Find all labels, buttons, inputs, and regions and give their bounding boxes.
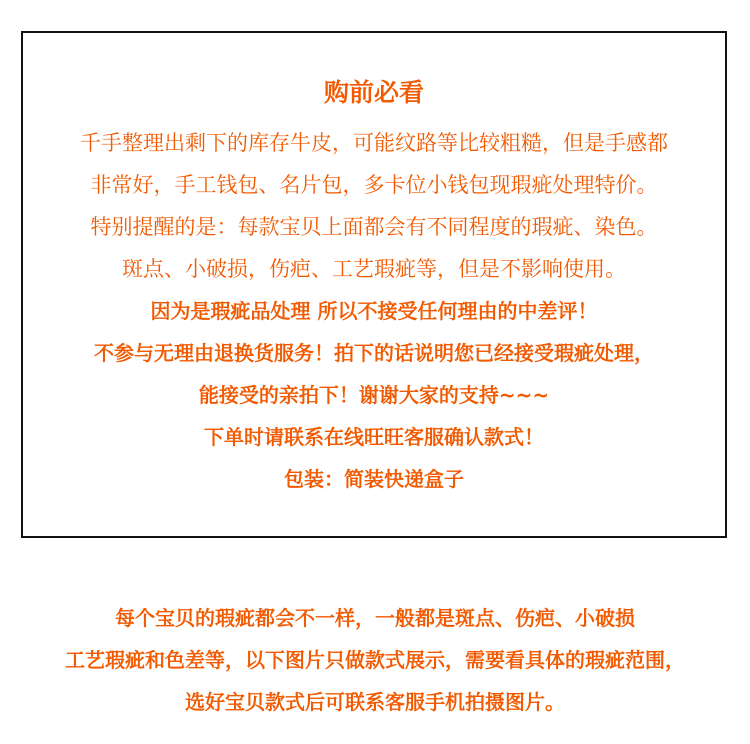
notice-line-3: 特别提醒的是：每款宝贝上面都会有不同程度的瑕疵、染色。: [90, 215, 658, 239]
notice-line-9: 包装：简装快递盒子: [284, 467, 464, 491]
defect-note-line-3: 选好宝贝款式后可联系客服手机拍摄图片。: [185, 690, 565, 714]
defect-note-line-2: 工艺瑕疵和色差等，以下图片只做款式展示，需要看具体的瑕疵范围，: [65, 648, 685, 672]
purchase-notice-box: [21, 31, 727, 538]
notice-line-6: 不参与无理由退换货服务！拍下的话说明您已经接受瑕疵处理，: [94, 341, 654, 365]
notice-line-5: 因为是瑕疵品处理 所以不接受任何理由的中差评！: [150, 299, 598, 323]
defect-note-line-1: 每个宝贝的瑕疵都会不一样，一般都是斑点、伤疤、小破损: [115, 606, 635, 630]
notice-line-4: 斑点、小破损，伤疤、工艺瑕疵等，但是不影响使用。: [122, 257, 626, 281]
notice-title: 购前必看: [323, 78, 424, 107]
notice-line-7: 能接受的亲拍下！谢谢大家的支持~~~: [198, 383, 550, 407]
notice-line-8: 下单时请联系在线旺旺客服确认款式！: [204, 425, 544, 449]
notice-line-1: 千手整理出剩下的库存牛皮，可能纹路等比较粗糙，但是手感都: [80, 131, 668, 155]
notice-line-2: 非常好，手工钱包、名片包，多卡位小钱包现瑕疵处理特价。: [90, 173, 658, 197]
